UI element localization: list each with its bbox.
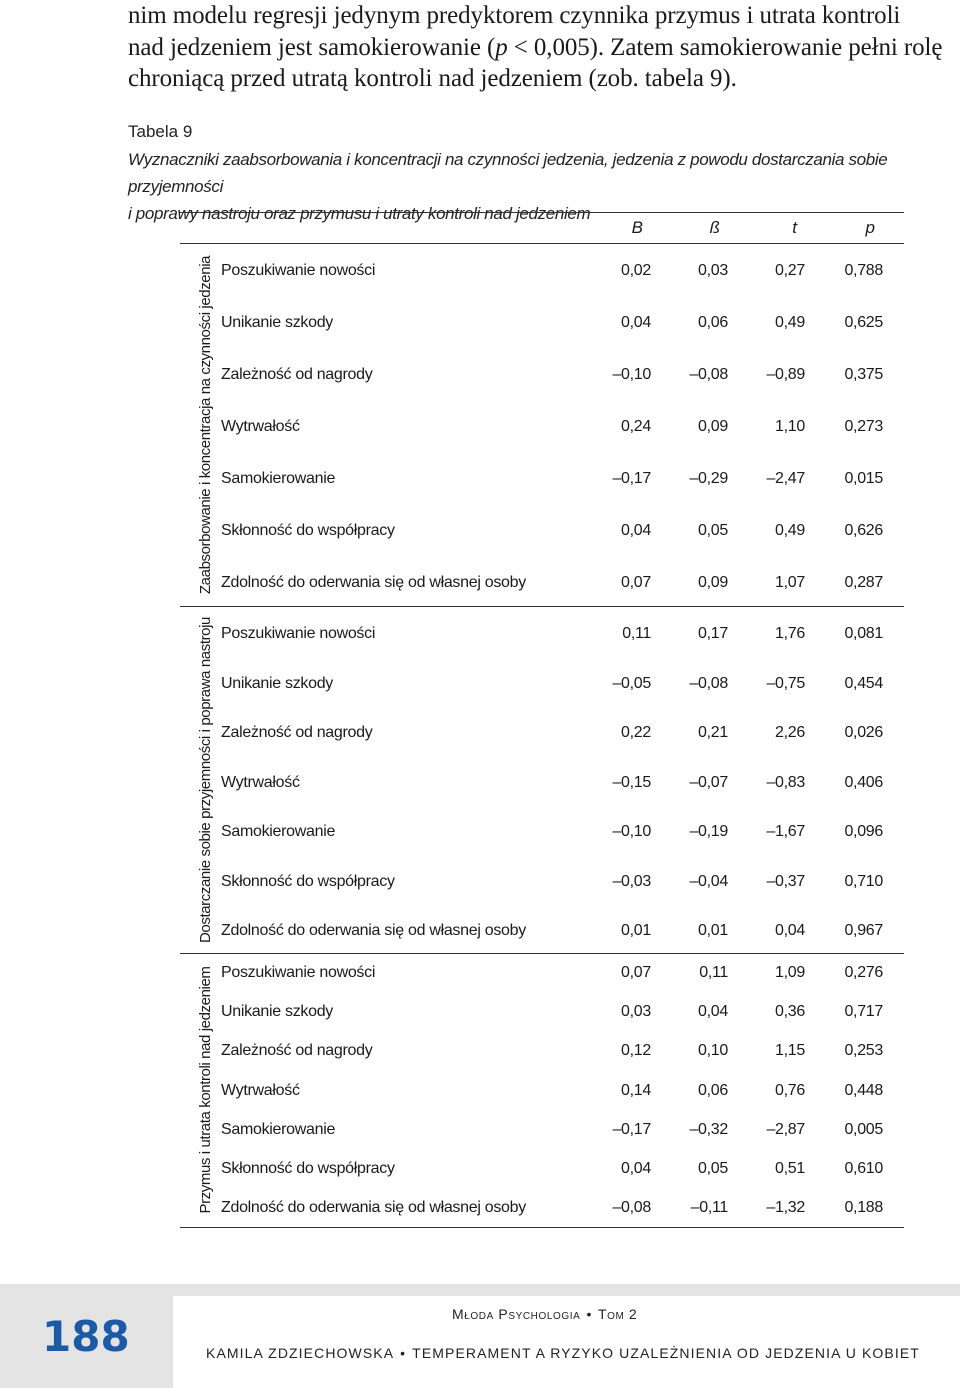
value-p: 0,253 bbox=[844, 1042, 883, 1060]
running-head bbox=[206, 1345, 920, 1361]
value-t: 0,76 bbox=[775, 1081, 805, 1099]
value-p: 0,188 bbox=[844, 1199, 883, 1217]
value-t: 1,76 bbox=[775, 625, 805, 642]
table-row bbox=[221, 518, 883, 544]
value-b: –0,05 bbox=[612, 674, 651, 692]
value-beta: –0,07 bbox=[689, 773, 728, 791]
value-b: 0,07 bbox=[621, 574, 651, 591]
value-b: 0,22 bbox=[621, 724, 651, 741]
predictor-name: Samokierowanie bbox=[221, 823, 336, 840]
value-beta: 0,03 bbox=[698, 262, 728, 279]
value-t: –0,37 bbox=[766, 872, 805, 890]
bullet-separator: • bbox=[586, 1306, 592, 1322]
value-p: 0,406 bbox=[844, 773, 883, 791]
table-title-line-2: i poprawy nastroju oraz przymusu i utraty kontroli nad jedzeniem bbox=[128, 204, 591, 223]
value-t: 0,04 bbox=[775, 922, 805, 939]
value-t: 0,36 bbox=[775, 1003, 805, 1021]
journal-volume: Tom 2 bbox=[597, 1306, 638, 1322]
value-p: 0,717 bbox=[844, 1003, 883, 1021]
table-row bbox=[221, 466, 883, 492]
table-row bbox=[221, 621, 883, 647]
group-divider-rule bbox=[180, 606, 904, 607]
value-p: 0,273 bbox=[844, 418, 883, 435]
value-t: 0,49 bbox=[775, 314, 805, 331]
bullet-separator: • bbox=[400, 1345, 407, 1361]
value-t: 2,26 bbox=[775, 724, 805, 741]
table-row bbox=[221, 960, 883, 986]
value-beta: 0,05 bbox=[698, 522, 728, 539]
value-b: –0,10 bbox=[612, 366, 651, 383]
value-t: –1,32 bbox=[766, 1199, 805, 1217]
value-beta: 0,06 bbox=[698, 1081, 728, 1099]
predictor-name: Unikanie szkody bbox=[221, 314, 334, 331]
predictor-name: Poszukiwanie nowości bbox=[221, 262, 376, 279]
value-p: 0,625 bbox=[844, 314, 883, 331]
value-beta: 0,05 bbox=[698, 1160, 728, 1177]
value-p: 0,096 bbox=[844, 823, 883, 840]
article-title: TEMPERAMENT A RYZYKO UZALEŻNIENIA OD JEDZENIA U KOBIET bbox=[412, 1345, 920, 1361]
table-row bbox=[221, 819, 883, 845]
value-p: 0,287 bbox=[844, 574, 883, 591]
value-b: 0,14 bbox=[621, 1081, 651, 1099]
predictor-name: Zdolność do oderwania się od własnej osoby bbox=[221, 574, 526, 591]
table-row bbox=[221, 570, 883, 596]
value-beta: –0,19 bbox=[689, 823, 728, 840]
group-divider-rule bbox=[180, 953, 904, 954]
table-label: Tabela 9 bbox=[128, 122, 193, 141]
value-p: 0,081 bbox=[844, 625, 883, 642]
table-row bbox=[221, 1156, 883, 1182]
table-header-rule bbox=[180, 243, 904, 244]
header-p: p bbox=[865, 218, 875, 237]
table-top-rule bbox=[180, 212, 904, 213]
value-t: –0,75 bbox=[766, 674, 805, 692]
paragraph-line-1: nim modelu regresji jedynym predyktorem czynnika przymus i utrata kontroli bbox=[128, 2, 901, 29]
predictor-name: Zależność od nagrody bbox=[221, 366, 373, 383]
value-b: –0,17 bbox=[612, 470, 651, 487]
value-t: 0,27 bbox=[775, 262, 805, 279]
journal-line bbox=[452, 1306, 637, 1322]
value-beta: –0,32 bbox=[689, 1120, 728, 1138]
journal-name: Młoda Psychologia bbox=[452, 1306, 581, 1322]
table-row bbox=[221, 770, 883, 796]
value-p: 0,454 bbox=[844, 674, 883, 692]
value-b: –0,15 bbox=[612, 773, 651, 791]
predictor-name: Unikanie szkody bbox=[221, 1003, 334, 1021]
table-row bbox=[221, 869, 883, 895]
value-t: –0,89 bbox=[766, 366, 805, 383]
table-row bbox=[221, 720, 883, 746]
value-p: 0,710 bbox=[844, 872, 883, 890]
value-p: 0,015 bbox=[844, 470, 883, 487]
value-beta: –0,11 bbox=[690, 1199, 728, 1217]
value-beta: –0,08 bbox=[689, 366, 728, 383]
predictor-name: Skłonność do współpracy bbox=[221, 522, 395, 539]
value-p: 0,610 bbox=[844, 1160, 883, 1177]
table-caption bbox=[128, 118, 960, 227]
table-row bbox=[221, 1038, 883, 1064]
header-t: t bbox=[792, 218, 797, 237]
table-row bbox=[221, 414, 883, 440]
predictor-name: Poszukiwanie nowości bbox=[221, 964, 376, 981]
value-b: 0,12 bbox=[621, 1042, 651, 1060]
value-t: –2,47 bbox=[766, 470, 805, 487]
value-t: –1,67 bbox=[766, 823, 805, 840]
value-b: –0,17 bbox=[612, 1120, 651, 1138]
predictor-name: Wytrwałość bbox=[221, 773, 300, 791]
value-t: 1,10 bbox=[775, 418, 805, 435]
value-t: 1,07 bbox=[775, 574, 805, 591]
table-bottom-rule bbox=[180, 1227, 904, 1228]
predictor-name: Unikanie szkody bbox=[221, 674, 334, 692]
value-beta: 0,21 bbox=[698, 724, 728, 741]
header-b: B bbox=[631, 218, 643, 237]
table-row bbox=[221, 999, 883, 1025]
value-p: 0,626 bbox=[844, 522, 883, 539]
value-p: 0,375 bbox=[844, 366, 883, 383]
value-p: 0,276 bbox=[844, 964, 883, 981]
table-row bbox=[221, 1195, 883, 1221]
value-beta: 0,17 bbox=[698, 625, 728, 642]
table-row bbox=[221, 1117, 883, 1143]
predictor-name: Wytrwałość bbox=[221, 1081, 300, 1099]
value-b: 0,02 bbox=[621, 262, 651, 279]
value-p: 0,026 bbox=[844, 724, 883, 741]
value-p: 0,005 bbox=[844, 1120, 883, 1138]
value-beta: 0,09 bbox=[698, 418, 728, 435]
value-t: 0,49 bbox=[775, 522, 805, 539]
value-b: 0,04 bbox=[621, 314, 651, 331]
predictor-name: Skłonność do współpracy bbox=[221, 1160, 395, 1177]
predictor-name: Zdolność do oderwania się od własnej osoby bbox=[221, 1199, 526, 1217]
predictor-name: Zależność od nagrody bbox=[221, 724, 373, 741]
value-beta: 0,04 bbox=[698, 1003, 728, 1021]
page-number: 188 bbox=[42, 1312, 130, 1361]
table-row bbox=[221, 310, 883, 336]
p-symbol: p bbox=[495, 33, 508, 61]
value-b: –0,03 bbox=[612, 872, 651, 890]
value-p: 0,448 bbox=[844, 1081, 883, 1099]
table-row bbox=[221, 1078, 883, 1104]
value-b: 0,04 bbox=[621, 1160, 651, 1177]
table-row bbox=[221, 258, 883, 284]
predictor-name: Zależność od nagrody bbox=[221, 1042, 373, 1060]
predictor-name: Skłonność do współpracy bbox=[221, 872, 395, 890]
value-beta: 0,06 bbox=[698, 314, 728, 331]
body-paragraph bbox=[128, 0, 960, 95]
header-beta: ß bbox=[709, 218, 720, 237]
value-t: 1,15 bbox=[775, 1042, 805, 1060]
value-p: 0,967 bbox=[844, 922, 883, 939]
table-row bbox=[221, 362, 883, 388]
value-b: –0,10 bbox=[612, 823, 651, 840]
value-b: 0,04 bbox=[621, 522, 651, 539]
value-b: 0,11 bbox=[622, 625, 651, 642]
value-beta: 0,09 bbox=[698, 574, 728, 591]
predictor-name: Wytrwałość bbox=[221, 418, 300, 435]
author-name: KAMILA ZDZIECHOWSKA bbox=[206, 1345, 395, 1361]
value-beta: 0,11 bbox=[699, 964, 728, 981]
predictor-name: Zdolność do oderwania się od własnej osoby bbox=[221, 922, 526, 939]
table-title-line-1: Wyznaczniki zaabsorbowania i koncentracji na czynności jedzenia, jedzenia z powodu dostarczania sobie przyjemności bbox=[128, 150, 888, 196]
value-b: –0,08 bbox=[612, 1199, 651, 1217]
predictor-name: Poszukiwanie nowości bbox=[221, 625, 376, 642]
value-beta: –0,29 bbox=[689, 470, 728, 487]
value-t: 0,51 bbox=[775, 1160, 805, 1177]
table-row bbox=[221, 671, 883, 697]
value-b: 0,24 bbox=[621, 418, 651, 435]
paragraph-line-2 bbox=[128, 32, 960, 64]
value-b: 0,07 bbox=[621, 964, 651, 981]
value-p: 0,788 bbox=[844, 262, 883, 279]
value-b: 0,03 bbox=[621, 1003, 651, 1021]
predictor-name: Samokierowanie bbox=[221, 1120, 336, 1138]
paragraph-line-2-start: nad jedzeniem jest samokierowanie ( bbox=[128, 33, 496, 61]
value-b: 0,01 bbox=[621, 922, 651, 939]
value-t: –2,87 bbox=[766, 1120, 805, 1138]
value-beta: 0,01 bbox=[698, 922, 728, 939]
value-t: –0,83 bbox=[766, 773, 805, 791]
paragraph-line-3: chroniącą przed utratą kontroli nad jedzeniem (zob. tabela 9). bbox=[128, 65, 737, 92]
value-beta: –0,08 bbox=[689, 674, 728, 692]
predictor-name: Samokierowanie bbox=[221, 470, 336, 487]
paragraph-line-2-end: < 0,005). Zatem samokierowanie pełni rolę bbox=[507, 33, 943, 61]
table-row bbox=[221, 918, 883, 944]
value-beta: 0,10 bbox=[698, 1042, 728, 1060]
value-beta: –0,04 bbox=[689, 872, 728, 890]
value-t: 1,09 bbox=[775, 964, 805, 981]
